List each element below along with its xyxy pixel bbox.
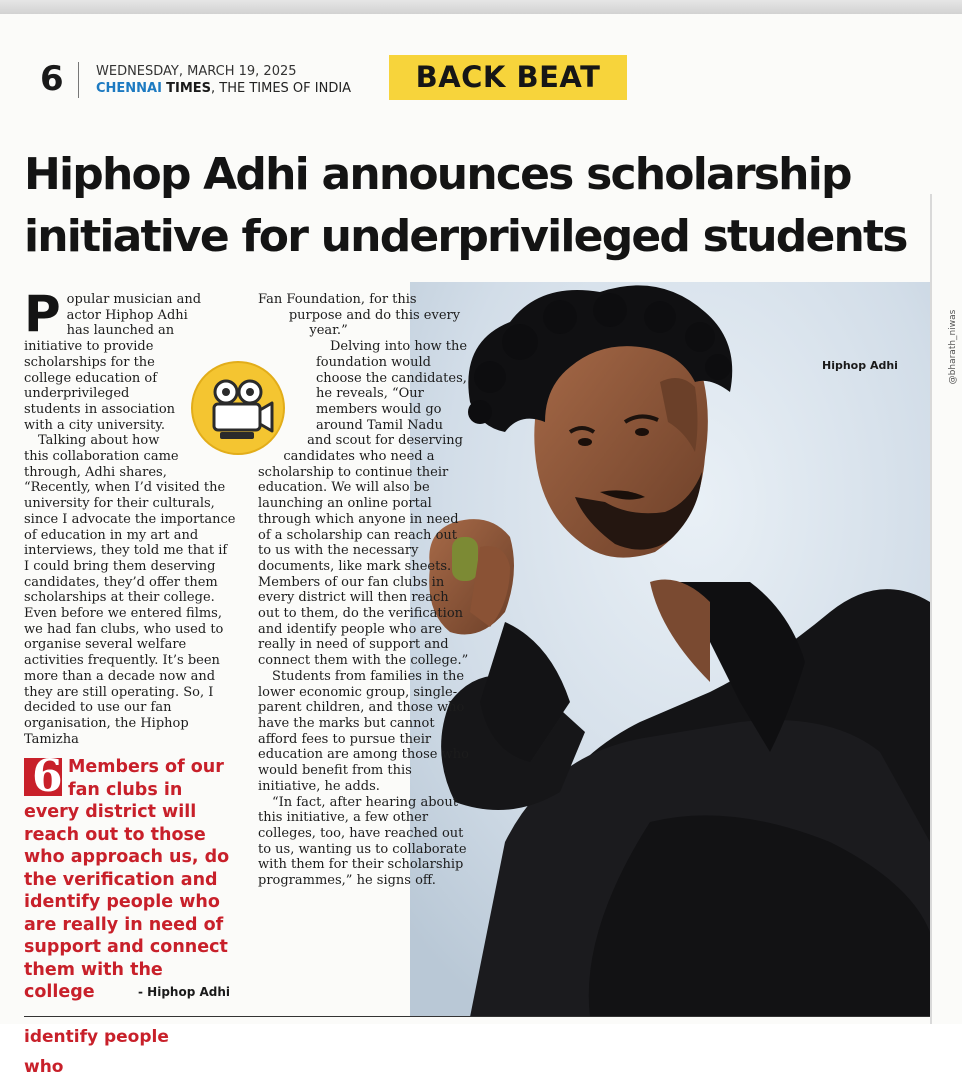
headline-line-1: Hiphop Adhi announces scholarship (24, 149, 851, 200)
page-number: 6 (40, 59, 64, 99)
right-column-rule (930, 194, 932, 1024)
photo-caption: Hiphop Adhi (822, 359, 898, 372)
headline (24, 144, 944, 268)
issue-date: WEDNESDAY, MARCH 19, 2025 (96, 64, 297, 79)
publication-rest: , THE TIMES OF INDIA (211, 81, 352, 96)
article-paragraph: opular musician and actor Hiphop Adhi has launched an initiative to provide scholarships for the college education of underprivileged students in association with a city university. (24, 292, 202, 433)
times-label: TIMES (166, 81, 211, 96)
article-paragraph: Delving into how the foundation would choose the candidates, he reveals, “Our members would go around Tamil Nadu and scout for deserving candidates who need a scholarship to continue their education. We will also be launching an online portal through which anyone in need of a scholarship can reach out to us with the necessary documents, like mark sheets. Members of our fan clubs in every district will then reach out to them, do the verification and identify people who are really in need of support and connect them with the college.” (258, 339, 469, 669)
drop-cap: P (24, 285, 61, 343)
publication-line (96, 81, 351, 97)
article-paragraph: “In fact, after hearing about this initiative, a few other colleges, too, have reached out to us, wanting us to collaborate with them for their scholarship programmes,” he signs off. (258, 794, 467, 889)
portrait-illustration (410, 282, 930, 1017)
newspaper-page (0, 14, 962, 1077)
chennai-label: CHENNAI (96, 81, 162, 96)
pull-quote (24, 751, 234, 1004)
article-paragraph: Fan Foundation, for this purpose and do this every year.” (258, 292, 461, 339)
folio-divider (78, 62, 79, 98)
article-column-2 (258, 292, 470, 889)
bottom-rule (24, 1016, 930, 1017)
photo-credit (946, 294, 960, 404)
article-paragraph: Students from families in the lower economic group, single-parent children, and those who have the marks but cannot afford fees to pursue their education are among those who would benefit from this initiative, he adds. (258, 668, 469, 794)
browser-top-bar (0, 0, 962, 15)
quote-mark-icon: 6 (24, 758, 62, 796)
article-paragraph: Talking about how this collaboration came through, Adhi shares, “Recently, when I’d visited the university for their culturals, since I advocate the importance of education in my art and interviews, they told me that if I could bring them deserving candidates, they’d offer them scholarships at their college. Even before we entered films, we had fan clubs, who used to organise several welfare activities frequently. It’s been more than a decade now and they are still operating. So, I decided to use our fan organisation, the Hiphop Tamizha (24, 433, 236, 747)
pull-quote-text: Members of our fan clubs in every district will reach out to those who approach us, do the verification and identify people who are really in need of support and connect them with the college (24, 757, 230, 1002)
cropped-next-text: identify people who (24, 1027, 169, 1077)
pull-quote-attribution: - Hiphop Adhi (138, 985, 230, 999)
headline-line-2: initiative for underprivileged students (24, 211, 907, 262)
portrait-photo (410, 282, 930, 1017)
photo-credit-text: @bharath_niwas (948, 309, 958, 385)
movie-camera-icon (190, 360, 286, 456)
section-title: BACK BEAT (415, 60, 601, 94)
section-banner (389, 55, 627, 100)
